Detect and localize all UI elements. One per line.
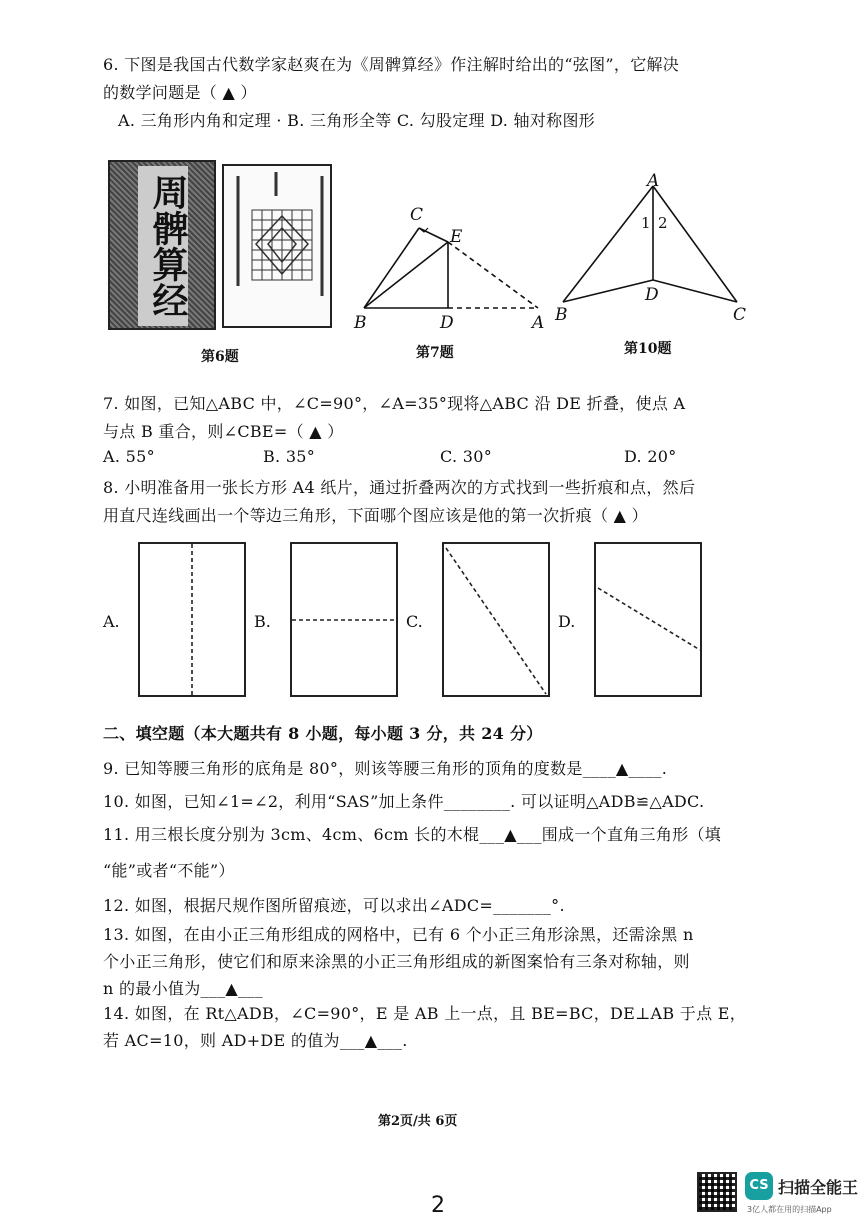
- q8-line1: 8. 小明准备用一张长方形 A4 纸片，通过折叠两次的方式找到一些折痕和点，然后: [103, 478, 696, 497]
- q8-label-d: D.: [558, 612, 576, 631]
- q8-label-a: A.: [103, 612, 120, 631]
- q7-option-c: C. 30°: [440, 447, 493, 466]
- fig10-angle-2: 2: [658, 214, 668, 232]
- fig7-label-d: D: [440, 313, 454, 333]
- fig7-label-e: E: [450, 227, 463, 247]
- q7-line1: 7. 如图，已知△ABC 中，∠C=90°，∠A=35°现将△ABC 沿 DE 折叠，使点 A: [103, 394, 686, 413]
- q8-label-c: C.: [406, 612, 423, 631]
- q11-line2: “能”或者“不能”）: [103, 861, 235, 880]
- qr-code-icon: [697, 1172, 737, 1212]
- q7-option-b: B. 35°: [263, 447, 316, 466]
- section-2-heading: 二、填空题（本大题共有 8 小题，每小题 3 分，共 24 分）: [103, 724, 543, 743]
- figure-10-diagram: [555, 171, 755, 325]
- q6-line2: 的数学问题是（ ▲ ）: [103, 83, 257, 102]
- q8-label-b: B.: [254, 612, 271, 631]
- fig7-label-b: B: [354, 313, 367, 333]
- page-number: 2: [431, 1193, 445, 1218]
- figure-7-caption: 第7题: [416, 345, 454, 361]
- fig7-label-a: A: [532, 313, 545, 333]
- fig10-label-a: A: [647, 171, 660, 191]
- q13-line2: 个小正三角形，使它们和原来涂黑的小正三角形组成的新图案恰有三条对称轴，则: [103, 952, 690, 971]
- page-footer: 第2页/共 6页: [378, 1114, 458, 1129]
- figure-10-caption: 第10题: [624, 341, 672, 357]
- figure-6-caption: 第6题: [201, 349, 239, 365]
- fig10-label-c: C: [733, 305, 747, 325]
- q13-line1: 13. 如图，在由小正三角形组成的网格中，已有 6 个小正三角形涂黑，还需涂黑 n: [103, 925, 694, 944]
- q7-option-a: A. 55°: [103, 447, 155, 466]
- watermark-tagline: 3亿人都在用的扫描App: [747, 1205, 832, 1214]
- q10: 10. 如图，已知∠1=∠2，利用“SAS”加上条件________. 可以证明△ADB≌△ADC.: [103, 792, 705, 811]
- fig10-angle-1: 1: [641, 214, 651, 232]
- q6-line1: 6. 下图是我国古代数学家赵爽在为《周髀算经》作注解时给出的“弦图”，它解决: [103, 55, 680, 74]
- figure-7-diagram: [352, 200, 552, 340]
- watermark-name: 扫描全能王: [778, 1178, 859, 1197]
- q12: 12. 如图，根据尺规作图所留痕迹，可以求出∠ADC=_______°.: [103, 896, 565, 915]
- q7-line2: 与点 B 重合，则∠CBE=（ ▲ ）: [103, 422, 344, 441]
- q14-line1: 14. 如图，在 Rt△ADB，∠C=90°，E 是 AB 上一点，且 BE=BC，DE⊥AB 于点 E，: [103, 1004, 747, 1023]
- q8-option-b-paper: [290, 542, 398, 697]
- fig10-label-d: D: [645, 285, 659, 305]
- q14-line2: 若 AC=10，则 AD+DE 的值为___▲___.: [103, 1031, 408, 1050]
- q8-option-d-paper: [594, 542, 702, 697]
- camscanner-logo-icon: CS: [745, 1172, 773, 1200]
- q8-option-c-paper: [442, 542, 550, 697]
- book-title: 周髀算经: [138, 166, 188, 326]
- q8-option-a-paper: [138, 542, 246, 697]
- fig7-label-c: C: [410, 205, 424, 225]
- q8-line2: 用直尺连线画出一个等边三角形，下面哪个图应该是他的第一次折痕（ ▲ ）: [103, 506, 648, 525]
- q6-options: A. 三角形内角和定理 · B. 三角形全等 C. 勾股定理 D. 轴对称图形: [118, 111, 596, 130]
- figure-6-book-image: [108, 160, 336, 332]
- q13-line3: n 的最小值为___▲___: [103, 979, 263, 998]
- q7-option-d: D. 20°: [624, 447, 677, 466]
- q11-line1: 11. 用三根长度分别为 3cm、4cm、6cm 长的木棍___▲___围成一个直角三角形（填: [103, 825, 722, 844]
- fig10-label-b: B: [555, 305, 568, 325]
- q9: 9. 已知等腰三角形的底角是 80°，则该等腰三角形的顶角的度数是____▲____.: [103, 759, 668, 778]
